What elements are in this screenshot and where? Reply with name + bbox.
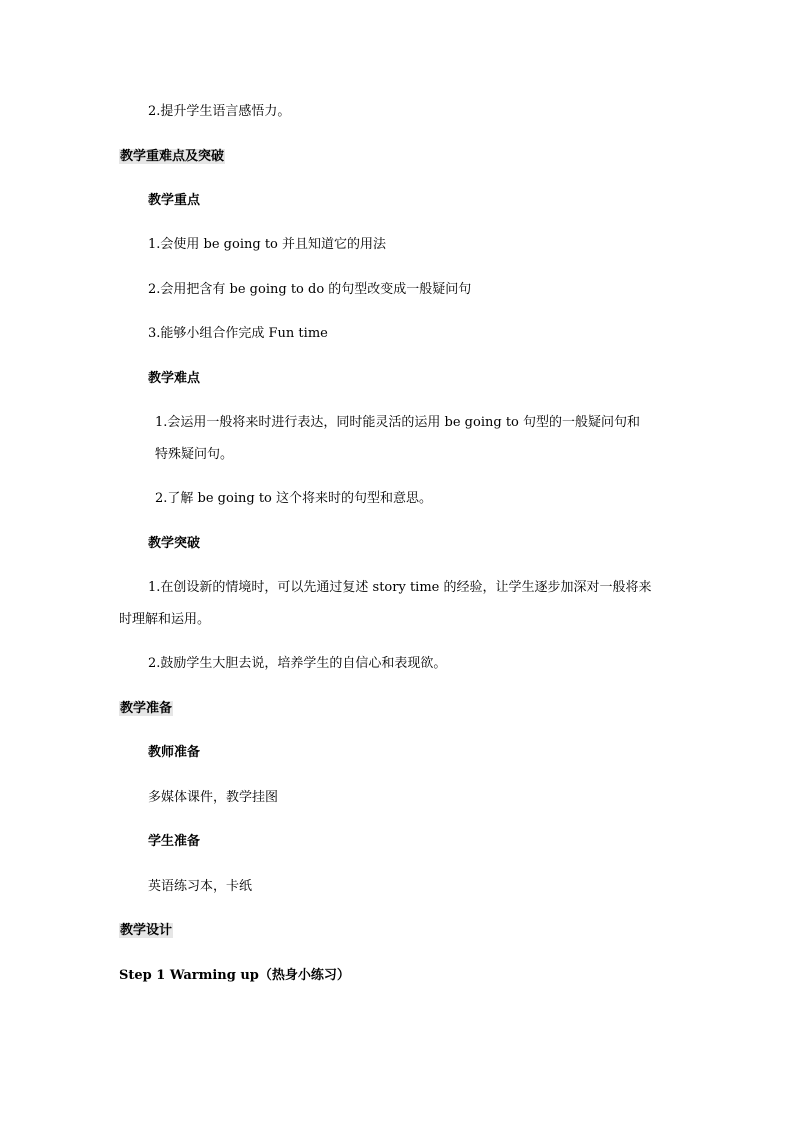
objective-item-2: 2.提升学生语言感悟力。 bbox=[148, 104, 291, 119]
student-preparation-text: 英语练习本，卡纸 bbox=[148, 879, 253, 894]
section-heading-preparation-text: 教学准备 bbox=[120, 701, 173, 716]
section-heading-key-points-text: 教学重难点及突破 bbox=[120, 149, 225, 164]
section-heading-key-points bbox=[119, 148, 225, 166]
subheading-student-preparation: 学生准备 bbox=[148, 834, 201, 849]
focus-item-1: 1.会使用 be going to 并且知道它的用法 bbox=[148, 237, 386, 252]
breakthrough-item-2: 2.鼓励学生大胆去说，培养学生的自信心和表现欲。 bbox=[148, 656, 447, 671]
subheading-teaching-breakthrough: 教学突破 bbox=[148, 536, 201, 551]
step-1-heading: Step 1 Warming up（热身小练习） bbox=[119, 968, 350, 983]
focus-item-3: 3.能够小组合作完成 Fun time bbox=[148, 326, 328, 341]
difficulty-item-1-line-2: 特殊疑问句。 bbox=[155, 447, 234, 462]
difficulty-item-1-line-1: 1.会运用一般将来时进行表达，同时能灵活的运用 be going to 句型的一般疑问句和 bbox=[155, 415, 640, 430]
subheading-teaching-difficulty: 教学难点 bbox=[148, 371, 201, 386]
subheading-teacher-preparation: 教师准备 bbox=[148, 745, 201, 760]
teacher-preparation-text: 多媒体课件，教学挂图 bbox=[148, 790, 279, 805]
section-heading-teaching-design bbox=[119, 922, 173, 940]
breakthrough-item-1-line-2: 时理解和运用。 bbox=[119, 612, 211, 627]
subheading-teaching-focus: 教学重点 bbox=[148, 193, 201, 208]
section-heading-preparation bbox=[119, 700, 173, 718]
section-heading-teaching-design-text: 教学设计 bbox=[120, 923, 173, 938]
focus-item-2: 2.会用把含有 be going to do 的句型改变成一般疑问句 bbox=[148, 282, 472, 297]
breakthrough-item-1-line-1: 1.在创设新的情境时，可以先通过复述 story time 的经验，让学生逐步加深对一般将来 bbox=[148, 580, 652, 595]
difficulty-item-2: 2.了解 be going to 这个将来时的句型和意思。 bbox=[155, 491, 432, 506]
